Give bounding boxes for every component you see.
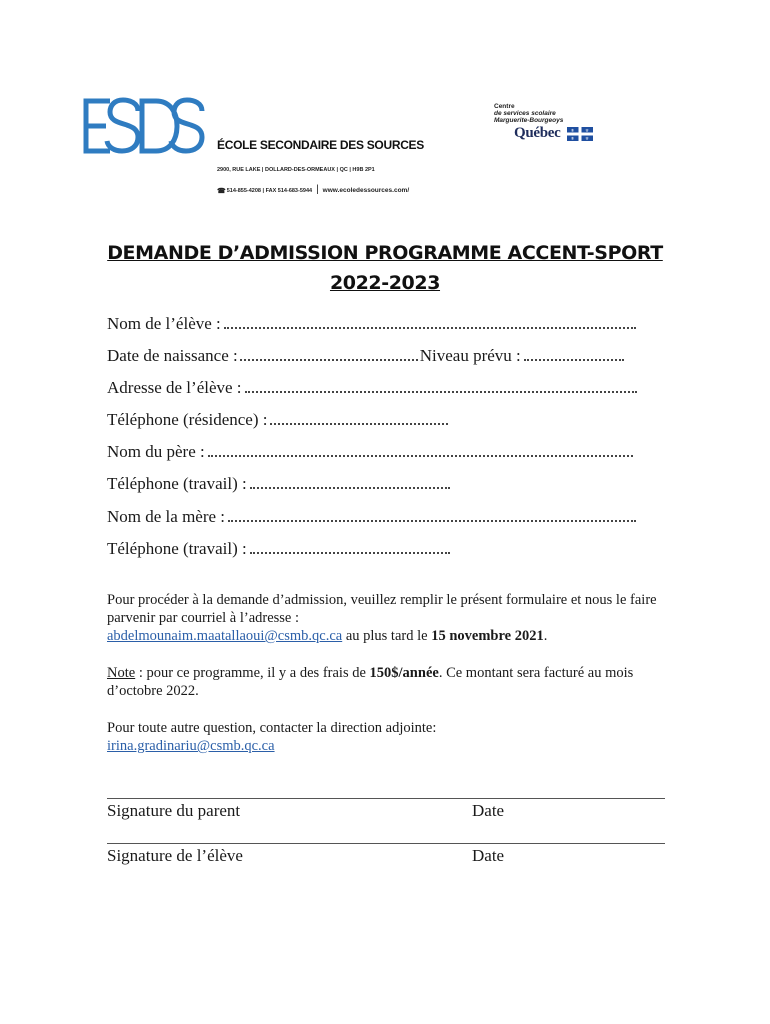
signature-line-parent — [107, 798, 665, 799]
signature-parent-label: Signature du parent — [107, 801, 241, 820]
field-nom-pere[interactable] — [107, 442, 633, 462]
esds-logo — [80, 95, 205, 157]
deadline-date: 15 novembre 2021 — [431, 628, 544, 644]
css-line-1: Centre — [494, 103, 515, 110]
field-adresse-eleve[interactable] — [107, 378, 637, 398]
fill-line[interactable] — [270, 423, 448, 425]
field-label: Téléphone (résidence) : — [107, 410, 268, 429]
field-nom-eleve[interactable] — [107, 314, 636, 334]
field-date-naissance[interactable] — [107, 346, 624, 366]
field-telephone-travail-pere[interactable] — [107, 474, 450, 494]
svg-text:⚜: ⚜ — [570, 128, 575, 134]
field-label: Adresse de l’élève : — [107, 378, 242, 397]
field-telephone-residence[interactable] — [107, 410, 448, 430]
field-label-niveau: Niveau prévu : — [419, 346, 521, 365]
admission-email-link[interactable]: abdelmounaim.maatallaoui@csmb.qc.ca — [107, 628, 343, 644]
fill-line[interactable] — [250, 487, 450, 489]
separator: | — [316, 184, 319, 195]
signature-parent-date-label: Date — [472, 801, 505, 820]
school-name: ÉCOLE SECONDAIRE DES SOURCES — [217, 138, 424, 152]
svg-text:⚜: ⚜ — [584, 136, 589, 141]
fill-line[interactable] — [208, 455, 633, 457]
instructions-text-deadline-prefix: au plus tard le — [342, 628, 432, 644]
school-address: 2900, RUE LAKE | DOLLARD-DES-ORMEAUX | QC | H9B 2P1 — [217, 167, 375, 173]
field-label: Téléphone (travail) : — [107, 474, 247, 493]
quebec-flag-icon — [567, 127, 593, 141]
field-label: Date de naissance : — [107, 346, 238, 365]
direction-email-link[interactable]: irina.gradinariu@csmb.qc.ca — [107, 738, 275, 754]
note-text-end: . Ce montant sera facturé au mois d’octobre 2022. — [107, 665, 634, 699]
contact-paragraph — [107, 719, 667, 755]
fill-line[interactable] — [524, 359, 624, 361]
field-label: Nom du père : — [107, 442, 205, 461]
instructions-text: Pour procéder à la demande d’admission, veuillez remplir le présent formulaire et nous le faire parvenir par courriel à l’adresse : — [107, 592, 657, 626]
fill-line[interactable] — [240, 359, 418, 361]
contact-text: Pour toute autre question, contacter la direction adjointe: — [107, 720, 437, 736]
note-text: : pour ce programme, il y a des frais de — [135, 665, 370, 681]
field-nom-mere[interactable] — [107, 507, 636, 527]
form-year: 2022-2023 — [329, 272, 441, 294]
note-label: Note — [107, 665, 136, 681]
instructions-period: . — [543, 628, 548, 644]
signature-eleve-label: Signature de l’élève — [107, 846, 243, 865]
field-label: Nom de la mère : — [107, 507, 226, 526]
field-label: Nom de l’élève : — [107, 314, 221, 333]
form-title: DEMANDE D’ADMISSION PROGRAMME ACCENT-SPORT — [107, 242, 663, 264]
quebec-wordmark: Québec — [514, 125, 561, 141]
signature-line-eleve — [107, 843, 665, 844]
phone-icon: ☎ — [217, 187, 226, 195]
note-paragraph — [107, 664, 667, 700]
school-website-link[interactable]: www.ecoledessources.com/ — [322, 187, 410, 194]
fill-line[interactable] — [224, 327, 636, 329]
svg-text:⚜: ⚜ — [584, 128, 589, 134]
fill-line[interactable] — [250, 552, 450, 554]
school-phone-fax: 514-855-4208 | FAX 514-683-5944 — [226, 187, 313, 194]
fee-amount: 150$/année — [369, 665, 439, 681]
css-marguerite-bourgeoys-logo — [494, 103, 593, 142]
fill-line[interactable] — [245, 391, 637, 393]
instructions-paragraph — [107, 591, 667, 645]
css-line-2: de services scolaire — [494, 110, 556, 117]
field-telephone-travail-mere[interactable] — [107, 539, 450, 559]
signature-eleve-date-label: Date — [472, 846, 505, 865]
fill-line[interactable] — [228, 520, 636, 522]
field-label: Téléphone (travail) : — [107, 539, 247, 558]
school-contact — [217, 185, 409, 196]
svg-text:⚜: ⚜ — [570, 136, 575, 141]
css-line-3: Marguerite-Bourgeoys — [494, 117, 564, 124]
